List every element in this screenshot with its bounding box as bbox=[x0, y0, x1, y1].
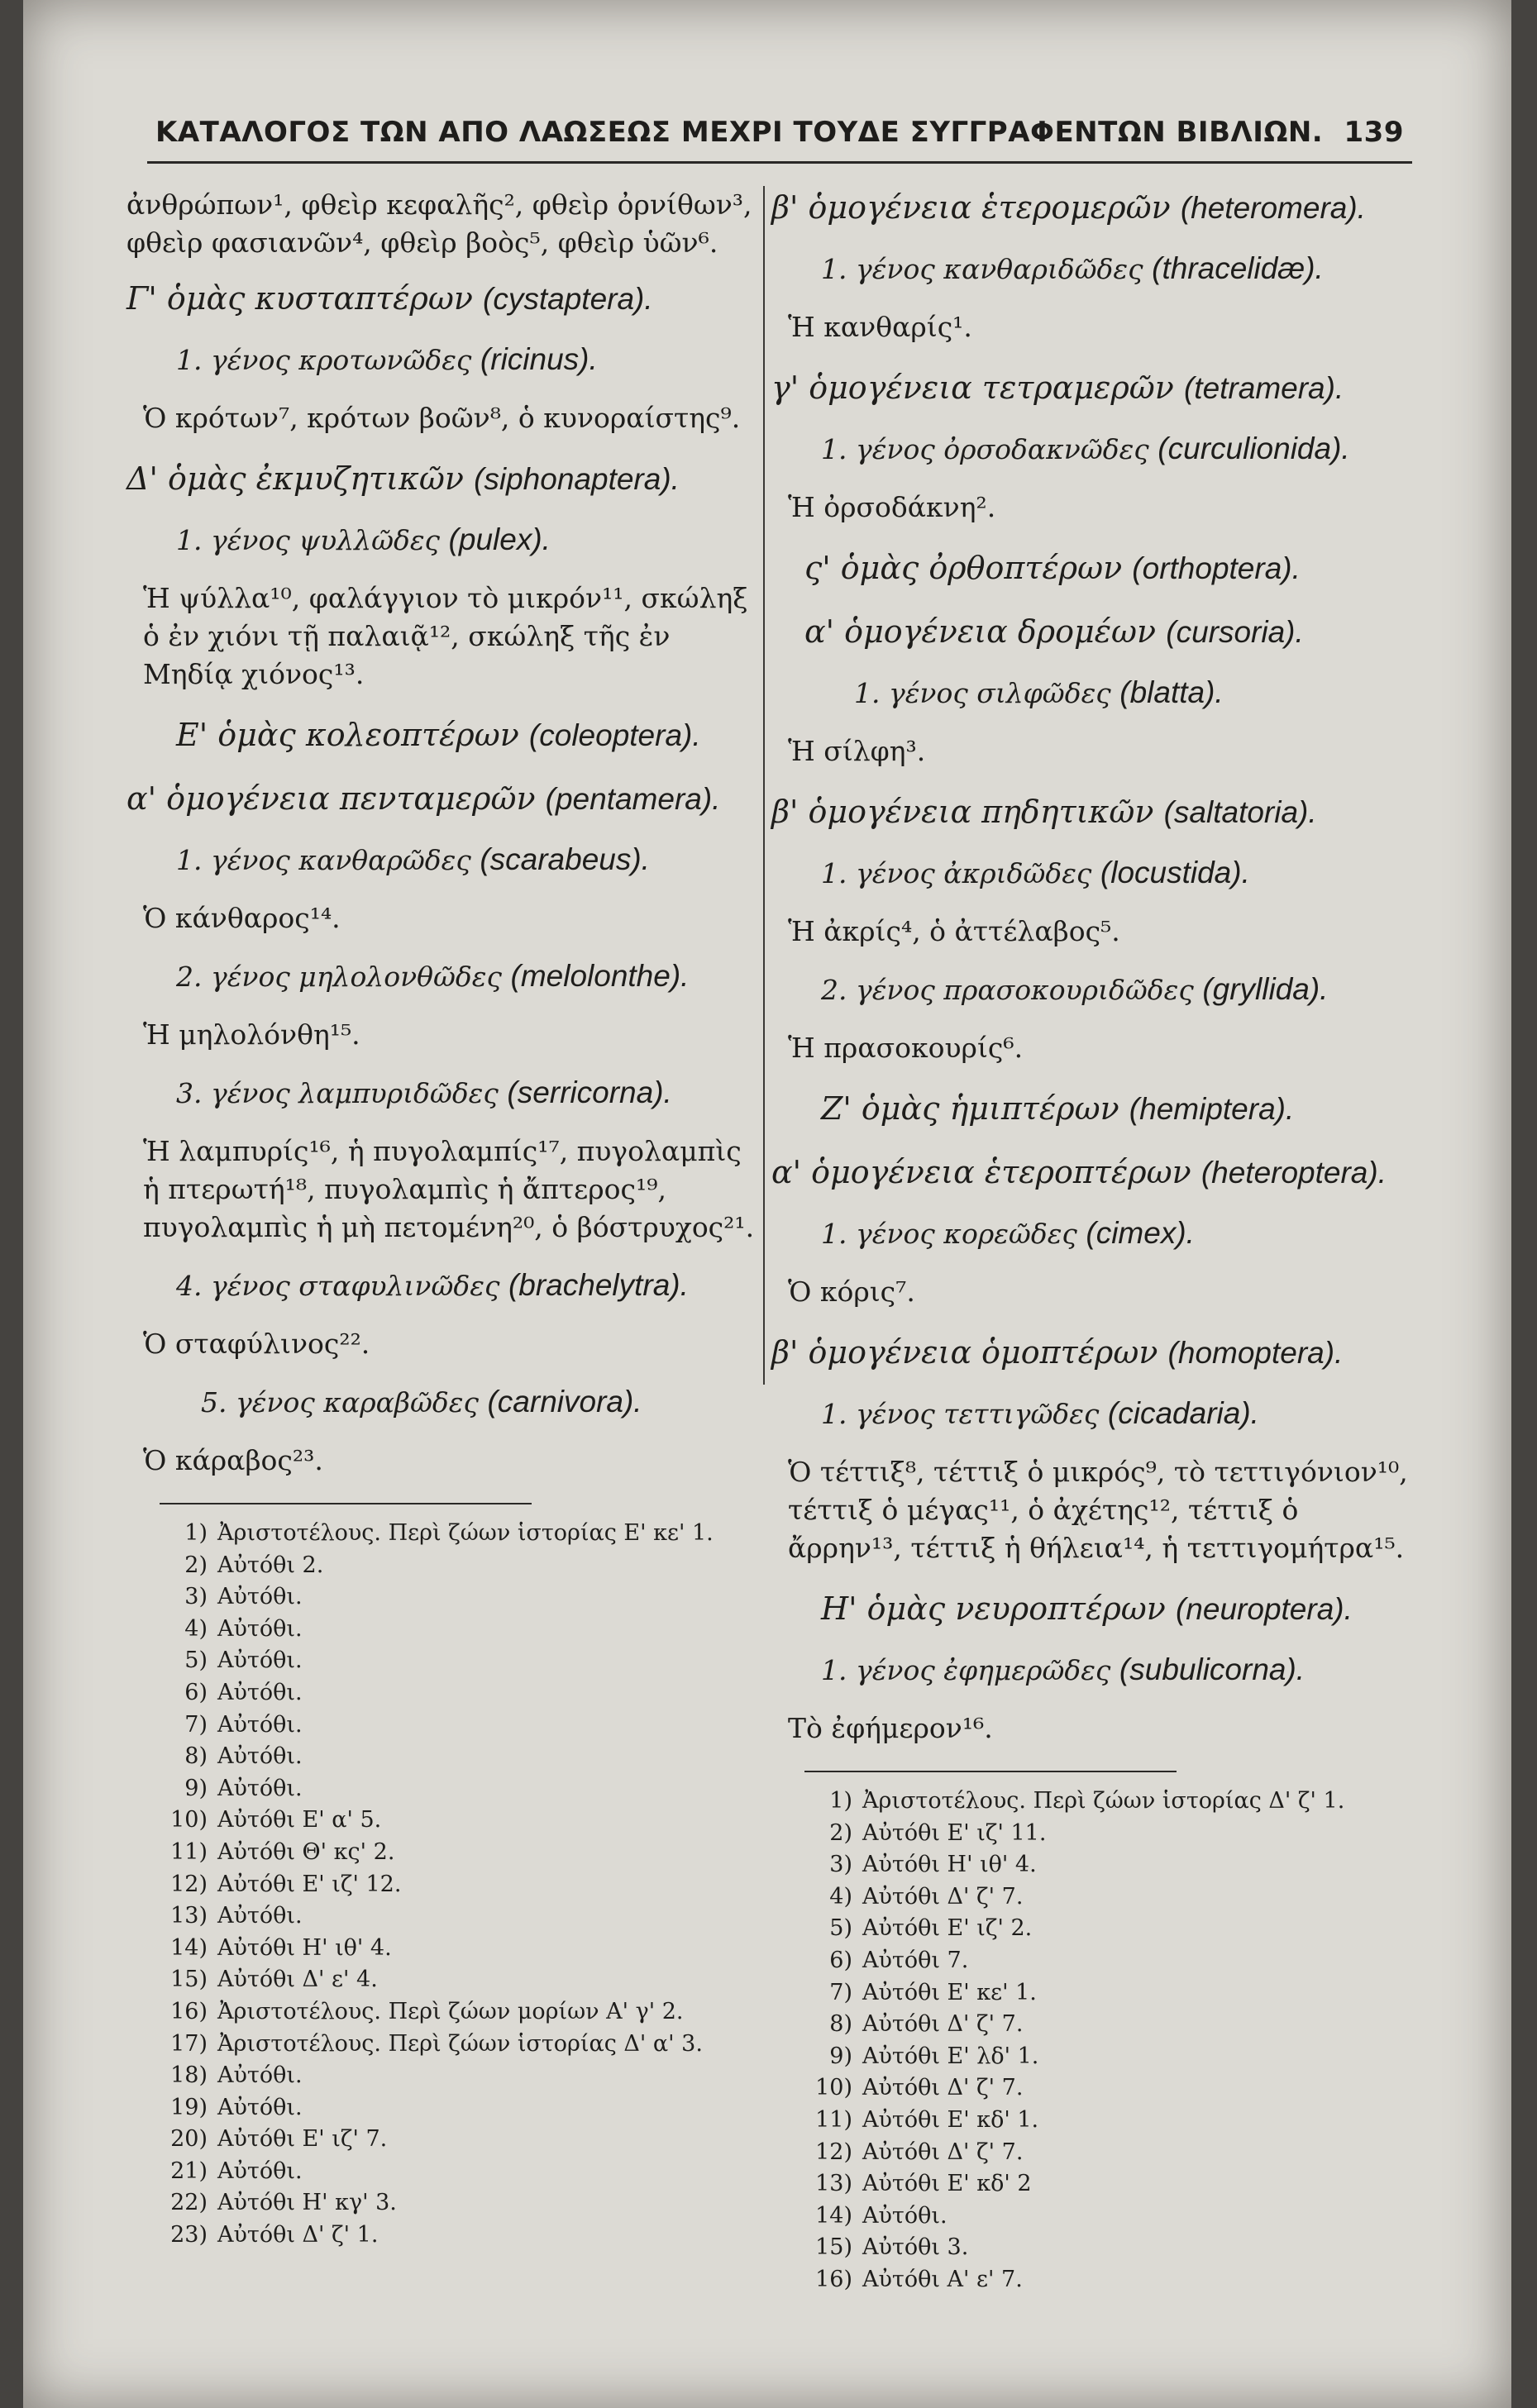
footnote-number: 12) bbox=[815, 2139, 852, 2165]
footnote-text: Αὐτόθι Ε' ιζ' 7. bbox=[217, 2126, 388, 2153]
footnote bbox=[804, 1945, 1412, 1977]
subordo-heading: β' ὁμογένεια ἑτερομερῶν (heteromera). bbox=[771, 189, 1366, 226]
footnote bbox=[804, 2009, 1412, 2041]
footnote-text: Αὐτόθι Ε' λδ' 1. bbox=[862, 2043, 1039, 2069]
footnote bbox=[804, 2105, 1412, 2137]
paragraph: Ἡ σίλφη³. bbox=[788, 735, 926, 767]
paragraph: Ἡ κανθαρίς¹. bbox=[788, 311, 972, 343]
footnote bbox=[160, 2124, 763, 2156]
paragraph: Ὁ τέττιξ⁸, τέττιξ ὁ μικρός⁹, τὸ τεττιγόνιον¹⁰, τέττιξ ὁ μέγας¹¹, ὁ ἀχέτης¹², τέττιξ ὁ ἄρρην¹³, τέττιξ ἡ θήλεια¹⁴, ἡ τεττιγομήτρα¹⁵. bbox=[788, 1456, 1408, 1564]
paragraph: Ἡ ὀρσοδάκνη². bbox=[788, 491, 996, 523]
footnote bbox=[160, 1900, 763, 1933]
genus-heading: 1. γένος ψυλλῶδες (pulex). bbox=[176, 522, 551, 556]
footnote-text: Αὐτόθι. bbox=[217, 1903, 303, 1929]
footnote-rule bbox=[804, 1771, 1177, 1772]
footnote-text: Ἀριστοτέλους. Περὶ ζώων ἱστορίας Ε' κε' 1. bbox=[217, 1520, 714, 1546]
footnote-number: 22) bbox=[170, 2190, 208, 2216]
footnote-text: Αὐτόθι. bbox=[862, 2202, 947, 2229]
footnote-number: 15) bbox=[815, 2234, 852, 2261]
footnote bbox=[160, 1709, 763, 1742]
header-rule bbox=[147, 161, 1412, 164]
ordo-heading: ς' ὁμὰς ὀρθοπτέρων (orthoptera). bbox=[804, 550, 1301, 586]
footnote-number: 13) bbox=[815, 2171, 852, 2197]
footnote-text: Αὐτόθι Δ' ζ' 7. bbox=[862, 1883, 1024, 1910]
footnote bbox=[160, 2092, 763, 2124]
footnote bbox=[160, 1837, 763, 1869]
footnote-number: 11) bbox=[170, 1838, 208, 1865]
subordo-heading: α' ὁμογένεια ἑτεροπτέρων (heteroptera). bbox=[771, 1154, 1387, 1190]
paragraph: Ἡ λαμπυρίς¹⁶, ἡ πυγολαμπίς¹⁷, πυγολαμπὶς ἡ πτερωτή¹⁸, πυγολαμπὶς ἡ ἄπτερος¹⁹, πυγολαμπὶς ἡ μὴ πετομένη²⁰, ὁ βόστρυχος²¹. bbox=[143, 1135, 755, 1243]
footnote bbox=[160, 1645, 763, 1677]
footnote-text: Αὐτόθι Δ' ζ' 1. bbox=[217, 2222, 379, 2248]
footnote-text: Ἀριστοτέλους. Περὶ ζώων ἱστορίας Δ' ζ' 1. bbox=[862, 1788, 1345, 1814]
footnote-text: Αὐτόθι Θ' κς' 2. bbox=[217, 1838, 395, 1865]
footnote-text: Αὐτόθι. bbox=[217, 1615, 303, 1642]
footnote-number: 3) bbox=[184, 1584, 208, 1610]
footnote-text: Αὐτόθι. bbox=[217, 2158, 303, 2184]
footnote bbox=[160, 1933, 763, 1965]
footnote bbox=[804, 1786, 1412, 1818]
footnote bbox=[160, 1550, 763, 1582]
footnote-text: Αὐτόθι. bbox=[217, 1647, 303, 1674]
footnote-number: 17) bbox=[170, 2030, 208, 2057]
footnote-number: 19) bbox=[170, 2094, 208, 2120]
genus-heading: 4. γένος σταφυλινῶδες (brachelytra). bbox=[176, 1268, 689, 1302]
footnote-text: Ἀριστοτέλους. Περὶ ζώων μορίων Α' γ' 2. bbox=[217, 1998, 684, 2024]
footnote-text: Αὐτόθι Ε' ιζ' 11. bbox=[862, 1819, 1047, 1846]
footnote-number: 23) bbox=[170, 2222, 208, 2248]
paragraph: Ὁ κόρις⁷. bbox=[788, 1276, 915, 1308]
paragraph: Ὁ κάνθαρος¹⁴. bbox=[143, 902, 341, 934]
footnote bbox=[804, 1881, 1412, 1914]
footnote-text: Αὐτόθι. bbox=[217, 1775, 303, 1801]
footnote bbox=[160, 1741, 763, 1773]
paragraph: Ὁ σταφύλινος²². bbox=[143, 1328, 370, 1360]
footnote-number: 21) bbox=[170, 2158, 208, 2184]
footnote-number: 10) bbox=[170, 1807, 208, 1833]
footnote bbox=[160, 1869, 763, 1901]
footnote-text: Αὐτόθι Η' ιθ' 4. bbox=[217, 1934, 392, 1961]
footnote-number: 18) bbox=[170, 2062, 208, 2089]
running-head bbox=[155, 116, 1404, 149]
footnotes-left bbox=[126, 1518, 763, 2252]
footnote-number: 8) bbox=[829, 2011, 852, 2038]
footnote bbox=[804, 2264, 1412, 2296]
footnote bbox=[804, 1849, 1412, 1881]
footnote-number: 16) bbox=[170, 1998, 208, 2024]
column-divider bbox=[763, 186, 765, 1385]
right-column bbox=[771, 186, 1412, 2296]
subordo-heading: γ' ὁμογένεια τετραμερῶν (tetramera). bbox=[771, 370, 1344, 406]
footnote-text: Αὐτόθι. bbox=[217, 1743, 303, 1770]
footnote bbox=[804, 2041, 1412, 2073]
footnote bbox=[160, 2187, 763, 2220]
footnote-number: 7) bbox=[829, 1979, 852, 2005]
footnote bbox=[804, 2201, 1412, 2233]
genus-heading: 1. γένος ἐφημερῶδες (subulicorna). bbox=[821, 1652, 1305, 1686]
footnote-text: Αὐτόθι Δ' ζ' 7. bbox=[862, 2139, 1024, 2165]
footnote-number: 14) bbox=[170, 1934, 208, 1961]
genus-heading: 1. γένος σιλφῶδες (blatta). bbox=[854, 675, 1224, 709]
footnote-number: 8) bbox=[184, 1743, 208, 1770]
footnote bbox=[160, 1581, 763, 1614]
footnote-number: 11) bbox=[815, 2106, 852, 2133]
footnote bbox=[804, 1977, 1412, 2010]
genus-heading: 1. γένος κανθαριδῶδες (thracelidæ). bbox=[821, 251, 1324, 285]
footnote-number: 12) bbox=[170, 1871, 208, 1897]
footnote-text: Αὐτόθι. bbox=[217, 1584, 303, 1610]
ordo-heading: Δ' ὁμὰς ἐκμυζητικῶν (siphonaptera). bbox=[126, 460, 680, 497]
paragraph: Ἡ πρασοκουρίς⁶. bbox=[788, 1032, 1024, 1064]
genus-heading: 1. γένος κανθαρῶδες (scarabeus). bbox=[176, 842, 650, 876]
paragraph: Ἡ μηλολόνθη¹⁵. bbox=[143, 1018, 360, 1051]
footnote-text: Αὐτόθι Ε' κε' 1. bbox=[862, 1979, 1037, 2005]
footnote bbox=[160, 2060, 763, 2092]
footnote-text: Αὐτόθι Ε' κδ' 1. bbox=[862, 2106, 1039, 2133]
footnote-number: 1) bbox=[184, 1520, 208, 1546]
paragraph: Ὁ κάραβος²³. bbox=[143, 1444, 323, 1476]
footnote bbox=[804, 2168, 1412, 2201]
footnote bbox=[804, 2137, 1412, 2169]
genus-heading: 2. γένος μηλολονθῶδες (melolonthe). bbox=[176, 959, 690, 993]
footnote-number: 6) bbox=[184, 1679, 208, 1705]
footnote-text: Αὐτόθι Δ' ζ' 7. bbox=[862, 2075, 1024, 2101]
genus-heading: 1. γένος κορεῶδες (cimex). bbox=[821, 1216, 1195, 1250]
footnote bbox=[160, 1677, 763, 1709]
footnote bbox=[804, 1913, 1412, 1945]
footnote-text: Αὐτόθι Ε' ιζ' 2. bbox=[862, 1915, 1033, 1942]
footnote bbox=[804, 2232, 1412, 2264]
footnotes-right bbox=[771, 1786, 1412, 2296]
subordo-heading: β' ὁμογένεια πηδητικῶν (saltatoria). bbox=[771, 794, 1317, 830]
genus-heading: 3. γένος λαμπυριδῶδες (serricorna). bbox=[176, 1075, 672, 1109]
genus-heading: 1. γένος τεττιγῶδες (cicadaria). bbox=[821, 1396, 1259, 1430]
footnote-text: Αὐτόθι Δ' ε' 4. bbox=[217, 1967, 378, 1993]
footnote-number: 1) bbox=[829, 1788, 852, 1814]
footnote bbox=[804, 1818, 1412, 1850]
ordo-heading: Ε' ὁμὰς κολεοπτέρων (coleoptera). bbox=[176, 717, 701, 753]
footnote bbox=[160, 2220, 763, 2252]
footnote-number: 15) bbox=[170, 1967, 208, 1993]
footnote-text: Αὐτόθι 3. bbox=[862, 2234, 969, 2261]
footnote-text: Αὐτόθι Ε' κδ' 2 bbox=[862, 2171, 1032, 2197]
footnote bbox=[160, 1805, 763, 1837]
left-column bbox=[126, 186, 763, 2252]
footnote bbox=[804, 2072, 1412, 2105]
genus-heading: 1. γένος ἀκριδῶδες (locustida). bbox=[821, 856, 1250, 889]
subordo-heading: α' ὁμογένεια πενταμερῶν (pentamera). bbox=[126, 780, 721, 817]
footnote-number: 6) bbox=[829, 1947, 852, 1973]
running-head-title: ΚΑΤΑΛΟΓΟΣ ΤΩΝ ΑΠΟ ΛΑΩΣΕΩΣ ΜΕΧΡΙ ΤΟΥΔΕ ΣΥΓΓΡΑΦΕΝΤΩΝ ΒΙΒΛΙΩΝ. bbox=[155, 116, 1324, 149]
page-number: 139 bbox=[1344, 116, 1404, 149]
footnote-text: Αὐτόθι Α' ε' 7. bbox=[862, 2266, 1023, 2292]
ordo-heading: Γ' ὁμὰς κυσταπτέρων (cystaptera). bbox=[126, 280, 653, 317]
genus-heading: 2. γένος πρασοκουριδῶδες (gryllida). bbox=[821, 972, 1329, 1006]
footnote bbox=[160, 1996, 763, 2029]
book-page bbox=[23, 0, 1511, 2408]
footnote-text: Αὐτόθι Ε' ιζ' 12. bbox=[217, 1871, 402, 1897]
footnote-number: 5) bbox=[829, 1915, 852, 1942]
footnote-text: Αὐτόθι Δ' ζ' 7. bbox=[862, 2011, 1024, 2038]
footnote bbox=[160, 1614, 763, 1646]
ordo-heading: Η' ὁμὰς νευροπτέρων (neuroptera). bbox=[821, 1590, 1353, 1627]
genus-heading: 1. γένος κροτωνῶδες (ricinus). bbox=[176, 342, 598, 376]
footnote-text: Ἀριστοτέλους. Περὶ ζώων ἱστορίας Δ' α' 3. bbox=[217, 2030, 703, 2057]
footnote-text: Αὐτόθι. bbox=[217, 2094, 303, 2120]
footnote-number: 13) bbox=[170, 1903, 208, 1929]
genus-heading: 1. γένος ὀρσοδακνῶδες (curculionida). bbox=[821, 432, 1350, 465]
paragraph: ἀνθρώπων¹, φθεὶρ κεφαλῆς², φθεὶρ ὀρνίθων³, φθεὶρ φασιανῶν⁴, φθεὶρ βοὸς⁵, φθεὶρ ὑῶν⁶. bbox=[126, 188, 752, 259]
footnote-number: 5) bbox=[184, 1647, 208, 1674]
footnote-number: 3) bbox=[829, 1852, 852, 1878]
footnote-number: 9) bbox=[829, 2043, 852, 2069]
paragraph: Ὁ κρότων⁷, κρότων βοῶν⁸, ὁ κυνοραίστης⁹. bbox=[143, 402, 741, 434]
footnote bbox=[160, 2156, 763, 2188]
footnote-text: Αὐτόθι Η' ιθ' 4. bbox=[862, 1852, 1037, 1878]
footnote-number: 14) bbox=[815, 2202, 852, 2229]
footnote bbox=[160, 2029, 763, 2061]
footnote-rule bbox=[160, 1503, 532, 1504]
footnote-text: Αὐτόθι. bbox=[217, 1679, 303, 1705]
footnote-number: 16) bbox=[815, 2266, 852, 2292]
footnote-text: Αὐτόθι Η' κγ' 3. bbox=[217, 2190, 397, 2216]
footnote-text: Αὐτόθι. bbox=[217, 2062, 303, 2089]
footnote-number: 20) bbox=[170, 2126, 208, 2153]
paragraph: Ἡ ἀκρίς⁴, ὁ ἀττέλαβος⁵. bbox=[788, 915, 1120, 947]
footnote-text: Αὐτόθι Ε' α' 5. bbox=[217, 1807, 382, 1833]
subordo-heading: α' ὁμογένεια δρομέων (cursoria). bbox=[804, 613, 1304, 650]
footnote-text: Αὐτόθι 2. bbox=[217, 1552, 324, 1578]
footnote-number: 4) bbox=[829, 1883, 852, 1910]
ordo-heading: Ζ' ὁμὰς ἡμιπτέρων (hemiptera). bbox=[821, 1090, 1295, 1127]
footnote bbox=[160, 1518, 763, 1550]
paragraph: Τὸ ἐφήμερον¹⁶. bbox=[788, 1712, 993, 1744]
genus-heading: 5. γένος καραβῶδες (carnivora). bbox=[201, 1385, 642, 1419]
subordo-heading: β' ὁμογένεια ὁμοπτέρων (homoptera). bbox=[771, 1334, 1344, 1371]
footnote-number: 9) bbox=[184, 1775, 208, 1801]
footnote-text: Αὐτόθι. bbox=[217, 1711, 303, 1738]
paragraph: Ἡ ψύλλα¹⁰, φαλάγγιον τὸ μικρόν¹¹, σκώληξ ὁ ἐν χιόνι τῇ παλαιᾷ¹², σκώληξ τῆς ἐν Μηδίᾳ χιόνος¹³. bbox=[143, 582, 748, 690]
footnote-number: 2) bbox=[829, 1819, 852, 1846]
footnote-number: 10) bbox=[815, 2075, 852, 2101]
footnote bbox=[160, 1773, 763, 1805]
footnote-number: 2) bbox=[184, 1552, 208, 1578]
footnote-number: 7) bbox=[184, 1711, 208, 1738]
footnote-number: 4) bbox=[184, 1615, 208, 1642]
footnote bbox=[160, 1964, 763, 1996]
footnote-text: Αὐτόθι 7. bbox=[862, 1947, 969, 1973]
